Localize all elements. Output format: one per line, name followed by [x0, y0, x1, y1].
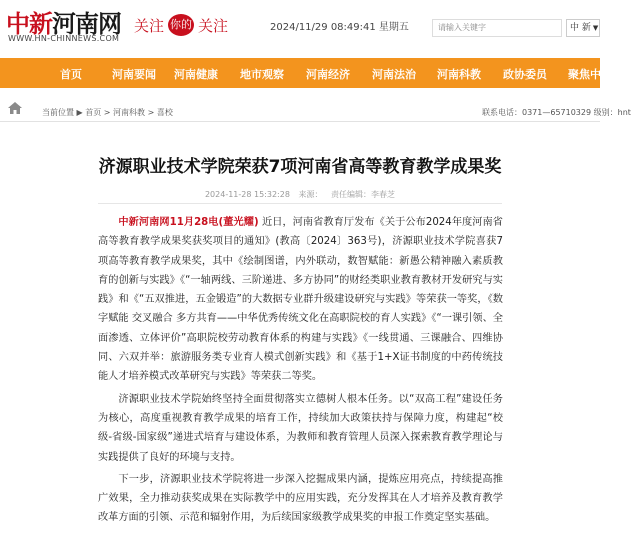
- breadcrumb: [0, 100, 631, 122]
- article-paragraph: 济源职业技术学院始终坚持全面贯彻落实立德树人根本任务。以“双高工程”建设任务为核心，高度重视教育教学成果的培育工作，持续加大政策扶持与保障力度，构建起“校级-省级-国家级”递进式培育与建设体系，为教师和教育管理人员深入探索教育教学理论与实践提供了良好的环境与支持。: [98, 393, 503, 463]
- contact-phone: 联系电话：0371—65710329 级别：hnt: [482, 108, 631, 117]
- site-header: [0, 0, 600, 56]
- article-editor: 责任编辑：李春芝: [331, 190, 396, 199]
- nav-item-science-education[interactable]: 河南科教: [437, 68, 481, 81]
- article-body: [98, 213, 503, 531]
- logo-domain: WWW.HN-CHINNEWS.COM: [8, 34, 120, 43]
- article-title: 济源职业技术学院荣获7项河南省高等教育教学成果奖: [98, 157, 502, 177]
- breadcrumb-path[interactable]: 当前位置 ▶ 首页 > 河南科教 > 喜校: [42, 108, 173, 117]
- header-datetime: 2024/11/29 08:49:41 星期五: [270, 22, 409, 33]
- header-slogan: 关注 你的 关注: [134, 14, 228, 36]
- chevron-down-icon: ▼: [592, 24, 599, 32]
- home-icon[interactable]: [8, 102, 22, 114]
- search-input[interactable]: 请输入关键字: [432, 19, 562, 37]
- slogan-badge: 你的: [168, 14, 194, 36]
- article-source: 来源：: [298, 190, 323, 199]
- article-lead: 中新河南网11月28电(董光耀): [118, 217, 259, 228]
- article-date: 2024-11-28 15:32:28: [204, 190, 290, 199]
- title-divider: [98, 203, 502, 204]
- logo-text: 中新河南网: [6, 9, 121, 38]
- nav-item-henan-health[interactable]: 河南健康: [174, 68, 218, 81]
- nav-item-home[interactable]: 首页: [60, 68, 82, 81]
- article-meta: [0, 189, 600, 200]
- language-select[interactable]: 中 新 ▼: [566, 19, 600, 37]
- nav-item-city[interactable]: 地市观察: [240, 68, 284, 81]
- nav-item-henan-news[interactable]: 河南要闻: [112, 68, 156, 81]
- nav-item-law[interactable]: 河南法治: [372, 68, 416, 81]
- nav-item-focus[interactable]: 聚焦中: [568, 68, 601, 81]
- nav-item-economy[interactable]: 河南经济: [306, 68, 350, 81]
- nav-item-cppcc[interactable]: 政协委员: [503, 68, 547, 81]
- article-paragraph: 下一步，济源职业技术学院将进一步深入挖掘成果内涵，提炼应用亮点，持续提高推广效果，全力推动获奖成果在实际教学中的应用实践，充分发挥其在人才培养及教育教学改革方面的引领、示范和辐射作用，为后续国家级教学成果奖的申报工作奠定坚实基础。: [98, 473, 503, 524]
- main-nav: [0, 58, 600, 88]
- site-logo[interactable]: [6, 4, 124, 44]
- article-paragraph: 中新河南网11月28电(董光耀) 近日，河南省教育厅发布《关于公布2024年度河南省高等教育教学成果奖获奖项目的通知》(教高〔2024〕363号)，济源职业技术学院喜获7项高等教育教学成果奖，其中《绘制图谱，内外联动，数智赋能：新愚公精神融入素质教育的创新与实践》《“一轴两线、三阶递进、多方协同”的财经类职业教育教材开发研究与实践》和《“五双推进，五金锻造”的大数据专业群升级建设研究与实践》等荣获一等奖，《数字赋能 交叉融合 多方共育——中华优秀传统文化在高职院校的育人实践》《“一课引领、全面渗透、立体评价”高职院校劳动教育体系的构建与实践》《一线贯通、三课融合、四维协同、六双并举：旅游服务类专业育人模式创新实践》和《基于1+X证书制度的中药传统技能人才培养模式改革研究与实践》等荣获二等奖。: [98, 217, 503, 383]
